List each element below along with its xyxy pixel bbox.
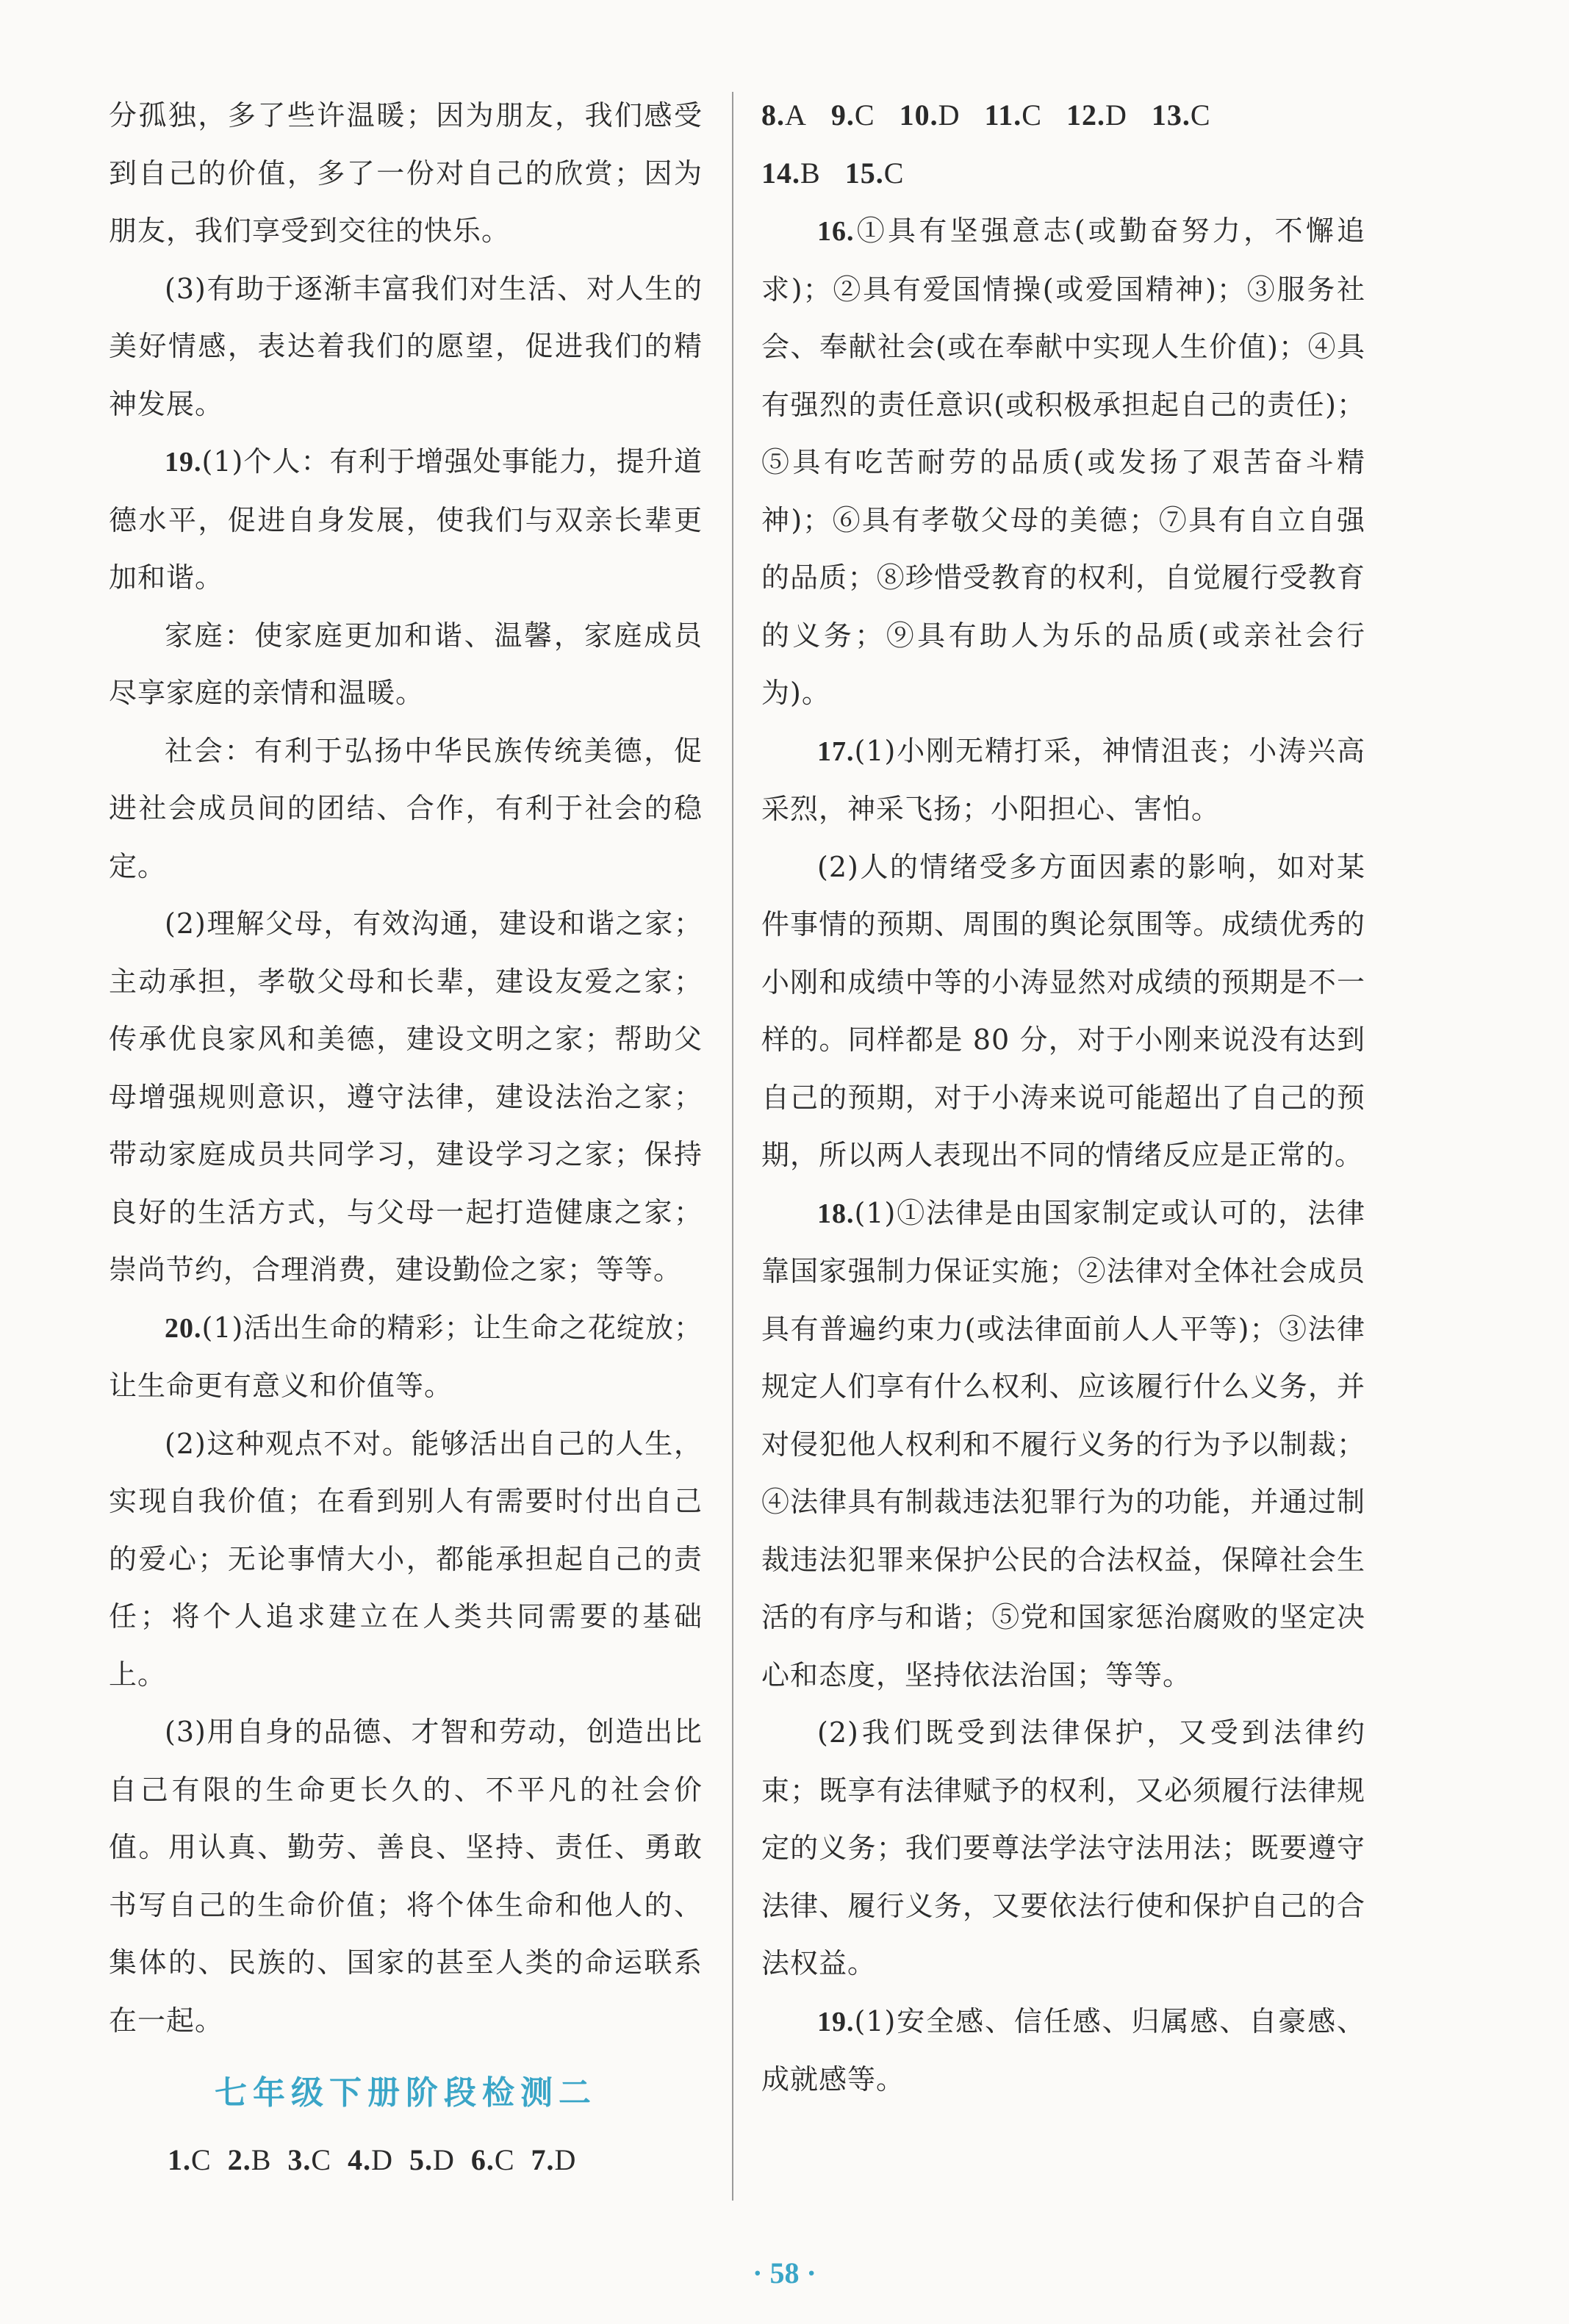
mc-num: 2. [227, 2143, 251, 2176]
mc-num: 11. [984, 98, 1022, 132]
paragraph: (2)我们既受到法律保护，又受到法律约束；既享有法律赋予的权利，又必须履行法律规定的义务；我们要尊法学法守法用法；既要遵守法律、履行义务，又要依法行使和保护自己的合法权益。 [761, 1716, 1365, 1979]
mc-num: 5. [409, 2143, 433, 2176]
mc-answer: B [251, 2143, 272, 2176]
mc-num: 4. [348, 2143, 372, 2176]
mc-answer: C [1022, 98, 1042, 132]
answer-text: (1)①法律是由国家制定或认可的，法律靠国家强制力保证实施；②法律对全体社会成员具有普遍约束力(或法律面前人人平等)；③法律规定人们享有什么权利、应该履行什么义务，并对侵犯他人权利和不履行义务的行为予以制裁；④法律具有制裁违法犯罪行为的功能，并通过制裁违法犯罪来保护公民的合法权益，保障社会生活的有序与和谐；⑤党和国家惩治腐败的坚定决心和态度，坚持依法治国；等等。 [761, 1196, 1365, 1691]
mc-num: 12. [1066, 98, 1105, 132]
mc-answer: B [800, 156, 821, 190]
question-number: 20. [165, 1312, 202, 1344]
question-number: 18. [817, 1198, 855, 1229]
mc-answer: C [854, 98, 875, 132]
mc-answers [761, 87, 1365, 202]
mc-answers [109, 2131, 703, 2190]
paragraph: (2)这种观点不对。能够活出自己的人生，实现自我价值；在看到别人有需要时付出自己的爱心；无论事情大小，都能承担起自己的责任；将个人追求建立在人类共同需要的基础上。 [109, 1427, 703, 1691]
question-number: 16. [817, 216, 855, 247]
mc-answer: D [938, 98, 961, 132]
column-divider [732, 92, 733, 2201]
answer-text: (1)安全感、信任感、归属感、自豪感、成就感等。 [761, 2004, 1365, 2095]
question-17 [761, 722, 1365, 838]
question-number: 19. [165, 447, 202, 478]
answer-text: (1)小刚无精打采，神情沮丧；小涛兴高采烈，神采飞扬；小阳担心、害怕。 [761, 734, 1365, 825]
mc-answer: C [1190, 98, 1211, 132]
answer-text: (1)活出生命的精彩；让生命之花绽放；让生命更有意义和价值等。 [109, 1311, 703, 1402]
paragraph: 家庭：使家庭更加和谐、温馨，家庭成员尽享家庭的亲情和温暖。 [109, 619, 703, 709]
mc-num: 1. [168, 2143, 191, 2176]
mc-answer: D [554, 2143, 577, 2176]
mc-answer: C [311, 2143, 332, 2176]
paragraph: (2)理解父母，有效沟通，建设和谐之家；主动承担，孝敬父母和长辈，建设友爱之家；传承优良家风和美德，建设文明之家；帮助父母增强规则意识，遵守法律，建设法治之家；带动家庭成员共同学习，建设学习之家；保持良好的生活方式，与父母一起打造健康之家；崇尚节约，合理消费，建设勤俭之家；等等。 [109, 907, 703, 1286]
paragraph: 社会：有利于弘扬中华民族传统美德，促进社会成员间的团结、合作，有利于社会的稳定。 [109, 734, 703, 882]
paragraph: (3)有助于逐渐丰富我们对生活、对人生的美好情感，表达着我们的愿望，促进我们的精神发展。 [109, 272, 703, 420]
question-20 [109, 1299, 703, 1415]
paragraph: (3)用自身的品德、才智和劳动，创造出比自己有限的生命更长久的、不平凡的社会价值。用认真、勤劳、善良、坚持、责任、勇敢书写自己的生命价值；将个体生命和他人的、集体的、民族的、国家的甚至人类的命运联系在一起。 [109, 1716, 703, 2037]
answer-text: ①具有坚强意志(或勤奋努力，不懈追求)；②具有爱国情操(或爱国精神)；③服务社会、奉献社会(或在奉献中实现人生价值)；④具有强烈的责任意识(或积极承担起自己的责任)；⑤具有吃苦耐劳的品质(或发扬了艰苦奋斗精神)；⑥具有孝敬父母的美德；⑦具有自立自强的品质；⑧珍惜受教育的权利，自觉履行受教育的义务；⑨具有助人为乐的品质(或亲社会行为)。 [761, 215, 1365, 709]
mc-num: 8. [761, 98, 785, 132]
question-19 [109, 433, 703, 607]
paragraph: (2)人的情绪受多方面因素的影响，如对某件事情的预期、周围的舆论氛围等。成绩优秀的小刚和成绩中等的小涛显然对成绩的预期是不一样的。同样都是 80 分，对于小刚来说没有达到自己的预期，对于小涛来说可能超出了自己的预期，所以两人表现出不同的情绪反应是正常的。 [761, 850, 1365, 1171]
paragraph: 分孤独，多了些许温暖；因为朋友，我们感受到自己的价值，多了一份对自己的欣赏；因为朋友，我们享受到交往的快乐。 [109, 99, 703, 247]
question-number: 17. [817, 735, 855, 767]
question-number: 19. [817, 2006, 855, 2037]
mc-num: 6. [470, 2143, 495, 2176]
mc-answer: D [432, 2143, 455, 2176]
mc-answer: D [1105, 98, 1127, 132]
mc-answer: C [191, 2143, 212, 2176]
question-18 [761, 1184, 1365, 1705]
question-16 [761, 202, 1365, 722]
mc-num: 13. [1151, 98, 1191, 132]
mc-answer: D [371, 2143, 393, 2176]
mc-num: 9. [830, 98, 855, 132]
section-title: 七年级下册阶段检测二 [215, 2074, 597, 2112]
mc-num: 3. [287, 2143, 312, 2176]
mc-num: 15. [844, 156, 884, 190]
mc-num: 10. [899, 98, 938, 132]
page-number: · 58 · [753, 2256, 816, 2289]
mc-answer: C [494, 2143, 515, 2176]
mc-num: 7. [531, 2143, 555, 2176]
question-19 [761, 1993, 1365, 2109]
mc-num: 14. [761, 156, 800, 190]
answer-text: (1)个人：有利于增强处事能力，提升道德水平，促进自身发展，使我们与双亲长辈更加和谐。 [109, 445, 703, 594]
mc-answer: A [785, 98, 807, 132]
right-column [761, 87, 1365, 2109]
mc-answer: C [883, 156, 905, 190]
left-column [109, 87, 703, 2190]
